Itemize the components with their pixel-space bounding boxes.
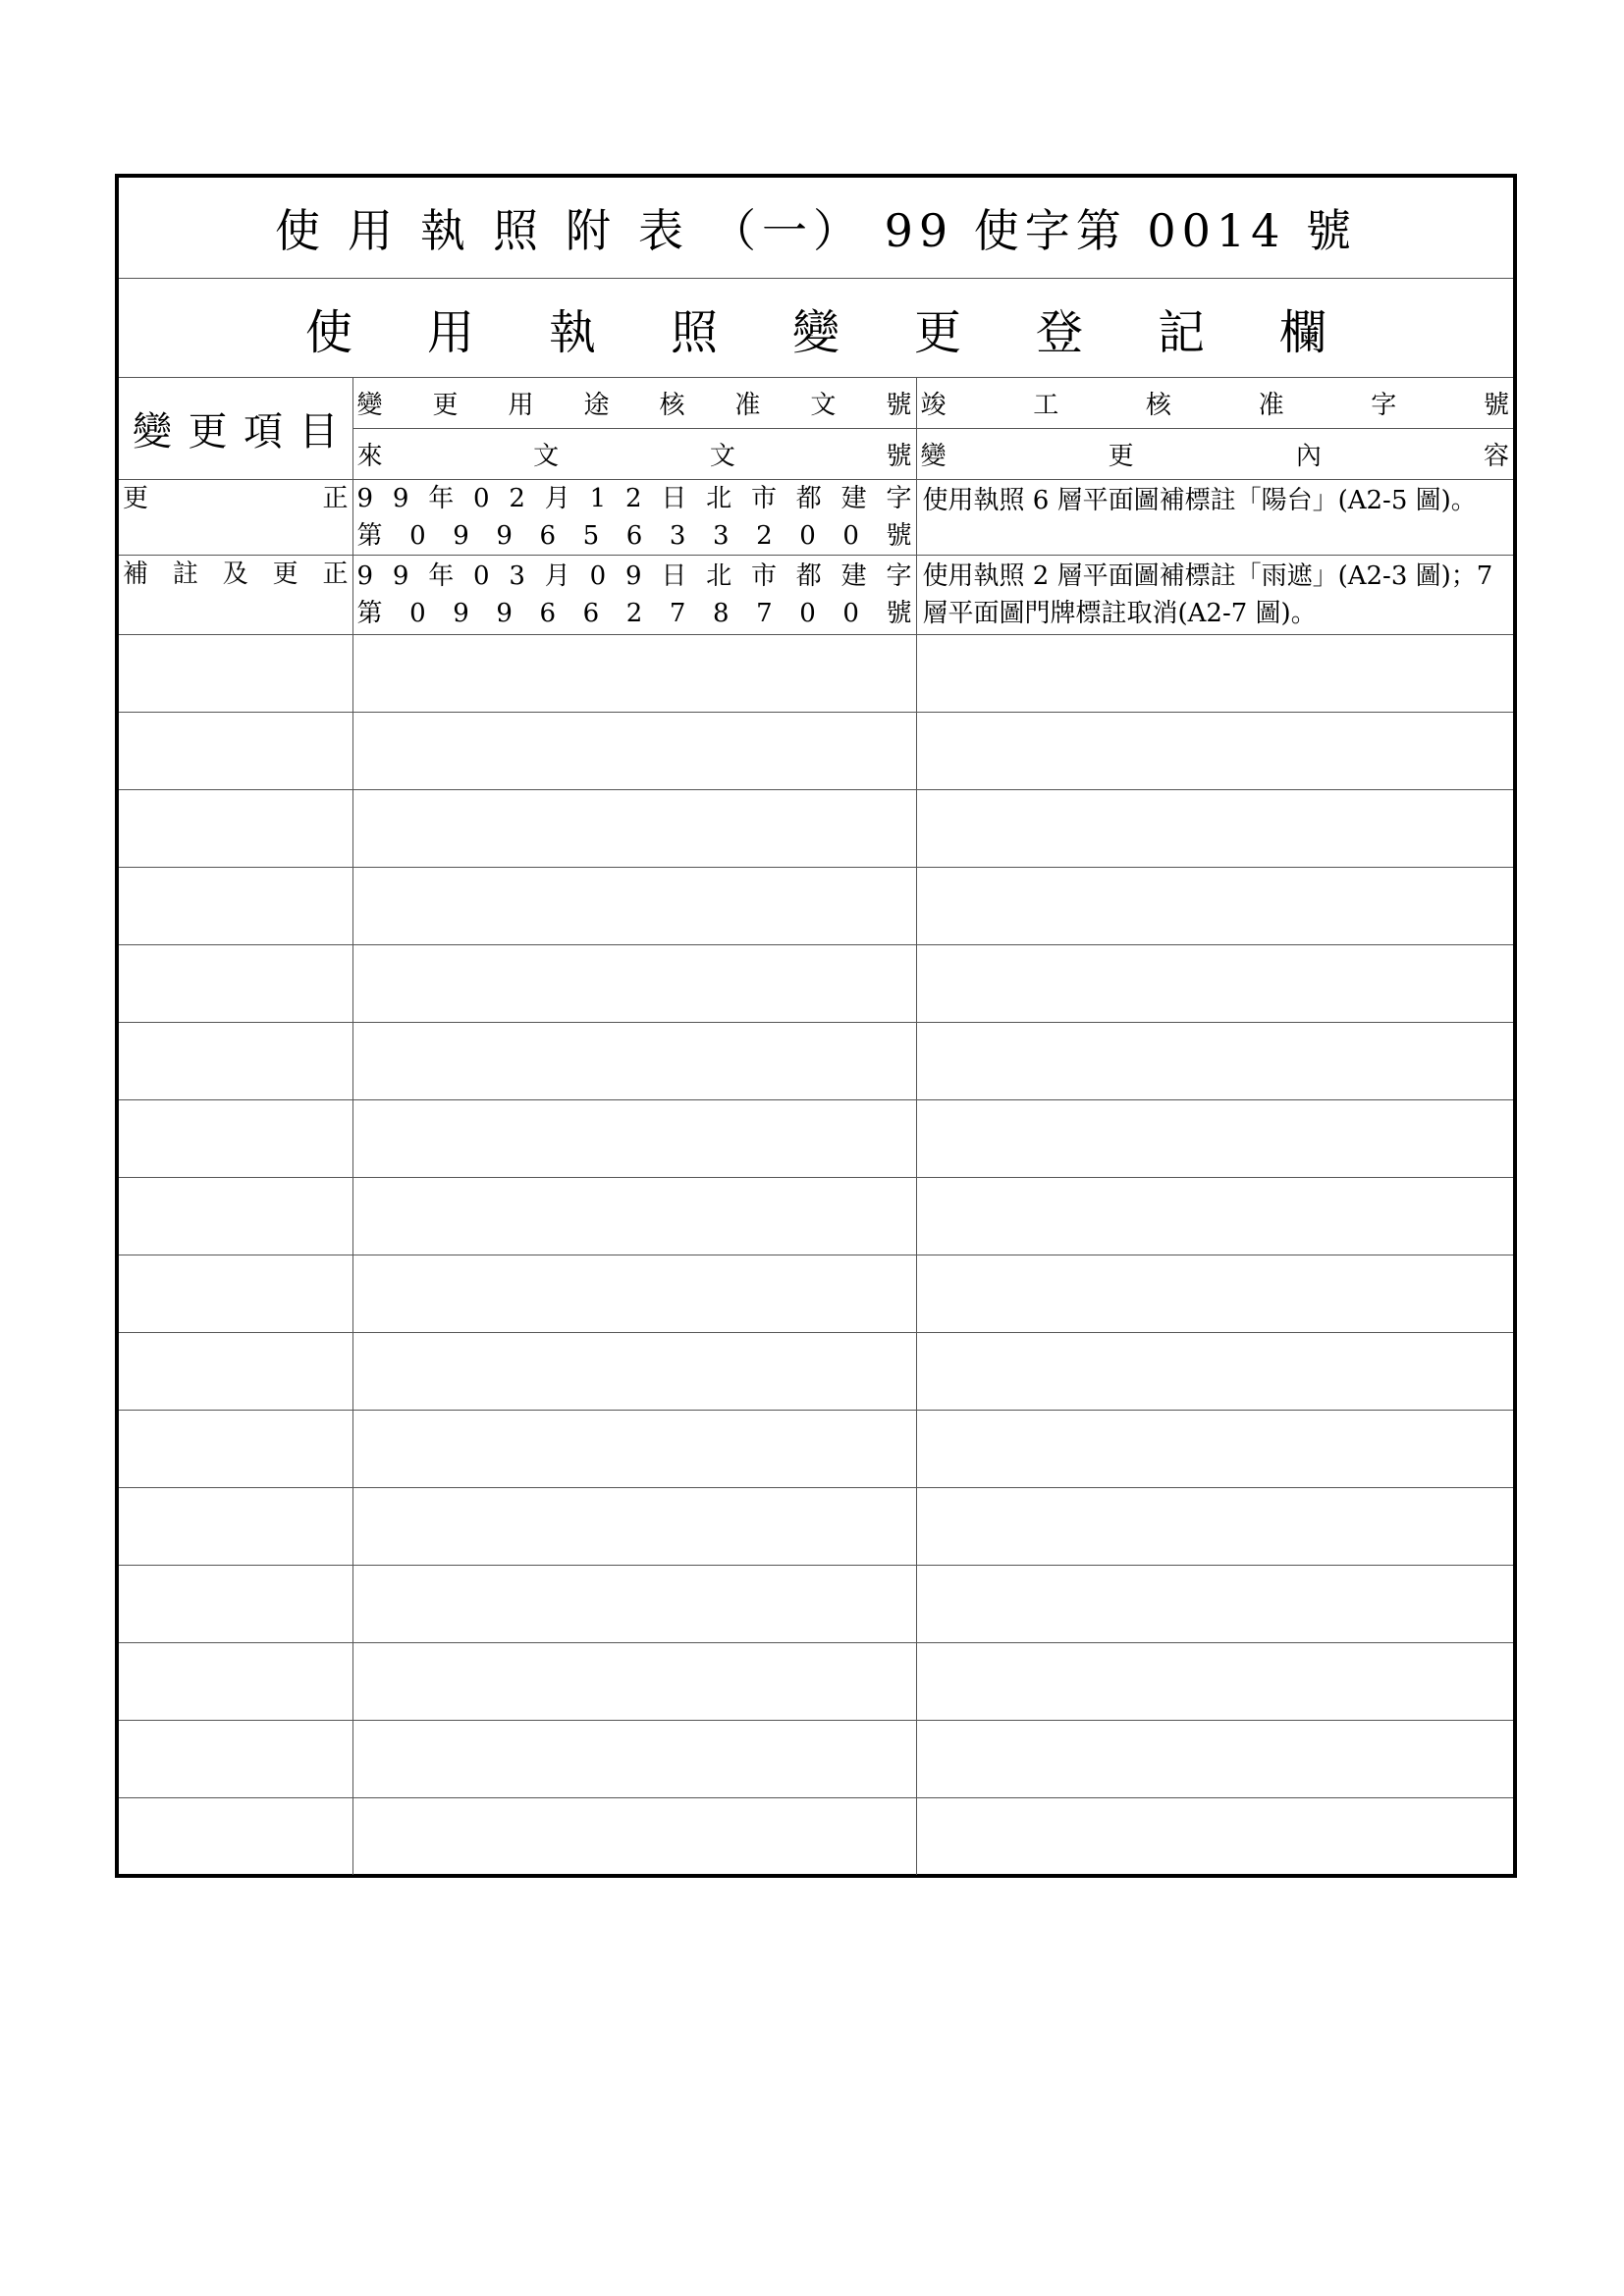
entry-doc-number [352, 480, 916, 556]
doc-number-char: 9 [356, 561, 374, 591]
header-approval-doc-number [352, 378, 916, 429]
header-char: 變 [356, 391, 383, 420]
header-char: 更 [188, 409, 228, 454]
doc-number-char: 0 [799, 521, 816, 551]
header-completion-number [916, 378, 1513, 429]
registration-table [119, 178, 1513, 1875]
doc-number-char: 都 [795, 484, 822, 513]
entry-content: 使用執照 2 層平面圖補標註「雨遮」(A2-3 圖)；7 層平面圖門牌標註取消(A2-7 圖)。 [916, 556, 1513, 635]
header-char: 來 [356, 442, 383, 471]
header-char: 號 [886, 391, 912, 420]
title-char: 照 [492, 204, 566, 257]
header-char: 准 [1258, 391, 1284, 420]
doc-number-char: 號 [886, 521, 912, 551]
header-char: 項 [244, 409, 283, 454]
empty-row [119, 1798, 1513, 1876]
doc-number-char: 2 [756, 521, 773, 551]
doc-number-char: 1 [589, 484, 607, 513]
entry-item-char: 更 [123, 484, 149, 513]
header-char: 竣 [920, 391, 947, 420]
header-char: 途 [583, 391, 610, 420]
empty-row [119, 1178, 1513, 1255]
entry-content: 使用執照 6 層平面圖補標註「陽台」(A2-5 圖)。 [916, 480, 1513, 556]
title-paren: （一） [710, 204, 864, 257]
doc-number-char: 3 [509, 561, 525, 591]
doc-number-char: 年 [428, 484, 455, 513]
entry-item [119, 480, 352, 556]
entry-item-char: 註 [172, 560, 198, 589]
header-char: 字 [1371, 391, 1397, 420]
doc-number-char: 字 [886, 484, 912, 513]
doc-number-char: 0 [799, 599, 816, 628]
doc-number-char: 第 [356, 521, 383, 551]
doc-number-char: 9 [392, 561, 409, 591]
doc-number-char: 0 [473, 561, 490, 591]
doc-number-char: 2 [624, 484, 642, 513]
doc-number-char: 建 [840, 561, 867, 591]
entry-item-char: 正 [322, 484, 349, 513]
doc-number-char: 0 [589, 561, 607, 591]
subtitle-char: 用 [427, 304, 475, 360]
doc-number-char: 市 [750, 484, 777, 513]
empty-row [119, 713, 1513, 790]
doc-number-char: 北 [706, 484, 732, 513]
empty-row [119, 1255, 1513, 1333]
header-char: 變 [133, 409, 172, 454]
header-incoming-doc-number [352, 429, 916, 480]
header-char: 目 [298, 409, 339, 454]
doc-number-char: 9 [624, 561, 642, 591]
empty-row [119, 1721, 1513, 1798]
doc-number-char: 9 [453, 599, 469, 628]
empty-row [119, 635, 1513, 713]
subtitle-char: 更 [914, 304, 962, 360]
header-char: 更 [432, 391, 459, 420]
subtitle-char: 登 [1036, 304, 1084, 360]
subtitle-char: 欄 [1279, 304, 1327, 360]
table-row [119, 556, 1513, 635]
doc-number-char: 月 [544, 484, 570, 513]
empty-row [119, 868, 1513, 945]
doc-number-char: 3 [669, 521, 686, 551]
doc-number-char: 字 [886, 561, 912, 591]
doc-number-char: 第 [356, 599, 383, 628]
header-char: 文 [709, 442, 735, 471]
empty-row [119, 1100, 1513, 1178]
title-char: 附 [565, 204, 638, 257]
entry-doc-number [352, 556, 916, 635]
entry-item-char: 更 [272, 560, 298, 589]
header-char: 准 [734, 391, 761, 420]
header-char: 工 [1033, 391, 1059, 420]
doc-number-char: 0 [842, 599, 859, 628]
title-char: 用 [347, 204, 420, 257]
entry-item [119, 556, 352, 635]
empty-row [119, 1333, 1513, 1411]
doc-number-char: 3 [712, 521, 730, 551]
subtitle-char: 照 [671, 304, 719, 360]
doc-number-char: 號 [886, 599, 912, 628]
doc-number-char: 2 [625, 599, 643, 628]
doc-number-char: 9 [496, 521, 513, 551]
doc-number-char: 6 [539, 521, 557, 551]
doc-number-char: 6 [539, 599, 557, 628]
doc-number-char: 9 [356, 484, 374, 513]
doc-number-char: 9 [453, 521, 469, 551]
doc-number-char: 8 [712, 599, 730, 628]
doc-number-char: 7 [756, 599, 773, 628]
header-char: 核 [1145, 391, 1171, 420]
empty-row [119, 1566, 1513, 1643]
header-char: 核 [659, 391, 685, 420]
header-change-content [916, 429, 1513, 480]
entry-item-char: 及 [222, 560, 248, 589]
empty-row [119, 790, 1513, 868]
header-char: 號 [886, 442, 912, 471]
doc-number-char: 月 [544, 561, 570, 591]
doc-number-char: 北 [706, 561, 732, 591]
doc-number-char: 0 [842, 521, 859, 551]
doc-number-char: 6 [625, 521, 643, 551]
table-row [119, 480, 1513, 556]
doc-number-char: 都 [795, 561, 822, 591]
header-change-item [119, 378, 352, 480]
doc-number-char: 建 [840, 484, 867, 513]
doc-number-char: 7 [669, 599, 686, 628]
header-char: 文 [810, 391, 837, 420]
doc-number-char: 6 [582, 599, 600, 628]
entry-item-char: 正 [322, 560, 349, 589]
subtitle-char: 變 [792, 304, 840, 360]
entry-item-char: 補 [123, 560, 149, 589]
title-char: 表 [637, 204, 711, 257]
title-char: 使 [274, 204, 348, 257]
header-char: 更 [1108, 442, 1134, 471]
header-char: 內 [1295, 442, 1322, 471]
form-title [119, 178, 1513, 279]
doc-number-char: 0 [473, 484, 490, 513]
doc-number-char: 市 [750, 561, 777, 591]
doc-number-char: 9 [496, 599, 513, 628]
doc-number-char: 9 [392, 484, 409, 513]
license-number: 99 使字第 0014 號 [884, 204, 1358, 257]
empty-row [119, 1488, 1513, 1566]
empty-row [119, 1411, 1513, 1488]
empty-row [119, 1023, 1513, 1100]
header-char: 文 [533, 442, 560, 471]
header-char: 號 [1483, 391, 1509, 420]
title-char: 執 [419, 204, 493, 257]
subtitle-char: 使 [305, 304, 353, 360]
doc-number-char: 日 [661, 484, 687, 513]
form-subtitle [119, 279, 1513, 378]
doc-number-char: 日 [661, 561, 687, 591]
license-attachment-form [115, 174, 1517, 1878]
doc-number-char: 5 [582, 521, 600, 551]
doc-number-char: 0 [409, 599, 426, 628]
doc-number-char: 年 [428, 561, 455, 591]
empty-row [119, 945, 1513, 1023]
empty-row [119, 1643, 1513, 1721]
doc-number-char: 0 [409, 521, 426, 551]
subtitle-char: 執 [549, 304, 597, 360]
header-char: 變 [920, 442, 947, 471]
subtitle-char: 記 [1158, 304, 1206, 360]
header-char: 用 [508, 391, 534, 420]
doc-number-char: 2 [509, 484, 525, 513]
header-char: 容 [1483, 442, 1509, 471]
